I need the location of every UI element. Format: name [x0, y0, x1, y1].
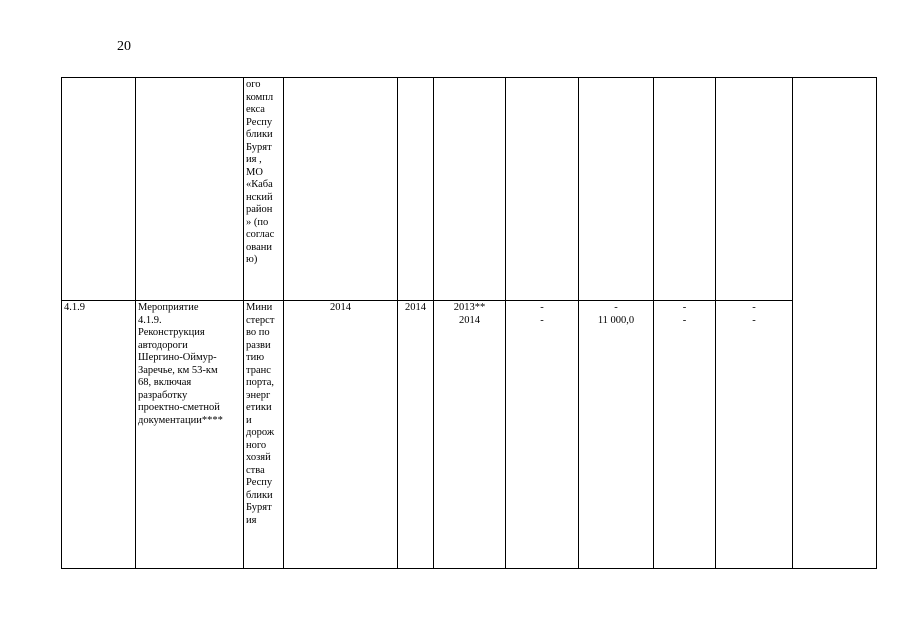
- year-value: 2013**: [453, 302, 486, 313]
- name-line: проектно-сметной: [138, 402, 220, 413]
- cell-col-b: [579, 78, 654, 301]
- page-number: 20: [117, 39, 131, 54]
- cell-col-b: [579, 301, 654, 569]
- cell-executor: [244, 78, 284, 301]
- executor-line: ю): [246, 254, 258, 265]
- table-row: [62, 301, 877, 569]
- cell-col-c: [654, 78, 716, 301]
- value: -: [752, 314, 756, 326]
- cell-start-year: 2014: [284, 301, 398, 569]
- name-line: автодороги: [138, 339, 188, 351]
- executor-line: блики: [246, 129, 273, 140]
- cell-extra: [793, 78, 877, 569]
- value: -: [540, 314, 544, 326]
- name-line: 68, включая: [138, 377, 192, 388]
- cell-name: [136, 301, 244, 569]
- cell-years: [434, 78, 506, 301]
- executor-line: энерг: [246, 389, 271, 401]
- executor-line: нский: [246, 191, 273, 203]
- name-line: 4.1.9.: [138, 314, 162, 326]
- executor-line: екса: [246, 104, 265, 115]
- name-line: разработку: [138, 389, 188, 401]
- cell-end-year: [398, 78, 434, 301]
- program-table: [61, 77, 877, 569]
- executor-line: порта,: [246, 377, 274, 388]
- value: -: [682, 302, 687, 313]
- executor-line: Мини: [246, 302, 273, 313]
- cell-number: 4.1.9: [62, 301, 136, 569]
- executor-line: тию: [246, 352, 265, 363]
- executor-line: овани: [246, 241, 272, 253]
- name-line: Мероприятие: [138, 302, 199, 313]
- cell-name: [136, 78, 244, 301]
- cell-col-d: [716, 78, 793, 301]
- value: -: [614, 302, 618, 313]
- executor-line: дорож: [246, 427, 275, 438]
- cell-start-year: [284, 78, 398, 301]
- executor-line: етики: [246, 402, 272, 413]
- executor-line: транс: [246, 364, 271, 376]
- cell-end-year: 2014: [398, 301, 434, 569]
- table-row: [62, 78, 877, 301]
- executor-line: стерст: [246, 314, 275, 326]
- value: -: [682, 314, 687, 326]
- executor-line: ства: [246, 464, 265, 476]
- executor-line: район: [246, 204, 273, 215]
- cell-col-c: [654, 301, 716, 569]
- executor-line: Бурят: [246, 502, 272, 513]
- cell-col-d: [716, 301, 793, 569]
- executor-line: соглас: [246, 229, 275, 240]
- cell-col-a: [506, 301, 579, 569]
- name-line: Реконструкция: [138, 327, 205, 338]
- executor-line: «Каба: [246, 179, 273, 190]
- executor-line: » (по: [246, 216, 269, 228]
- value: -: [540, 302, 544, 313]
- executor-line: и: [246, 414, 252, 426]
- executor-line: ного: [246, 439, 267, 451]
- value: -: [752, 302, 756, 313]
- executor-line: ия ,: [246, 154, 262, 165]
- executor-line: хозяй: [246, 452, 271, 463]
- cell-col-a: [506, 78, 579, 301]
- cell-years: [434, 301, 506, 569]
- executor-line: Респу: [246, 116, 273, 128]
- executor-line: компл: [246, 91, 274, 103]
- executor-line: Респу: [246, 477, 273, 488]
- value: 11 000,0: [597, 314, 635, 326]
- cell-executor: [244, 301, 284, 569]
- name-line: документации****: [138, 414, 223, 426]
- executor-line: ого: [246, 79, 261, 90]
- executor-line: МО: [246, 166, 263, 178]
- name-line: Заречье, км 53-км: [138, 364, 218, 376]
- executor-line: блики: [246, 489, 273, 501]
- executor-line: Бурят: [246, 141, 272, 153]
- year-value: 2014: [459, 314, 480, 326]
- executor-line: во по: [246, 327, 270, 338]
- name-line: Шергино-Оймур-: [138, 352, 217, 363]
- executor-line: разви: [246, 339, 271, 351]
- cell-number: [62, 78, 136, 301]
- executor-line: ия: [246, 514, 257, 526]
